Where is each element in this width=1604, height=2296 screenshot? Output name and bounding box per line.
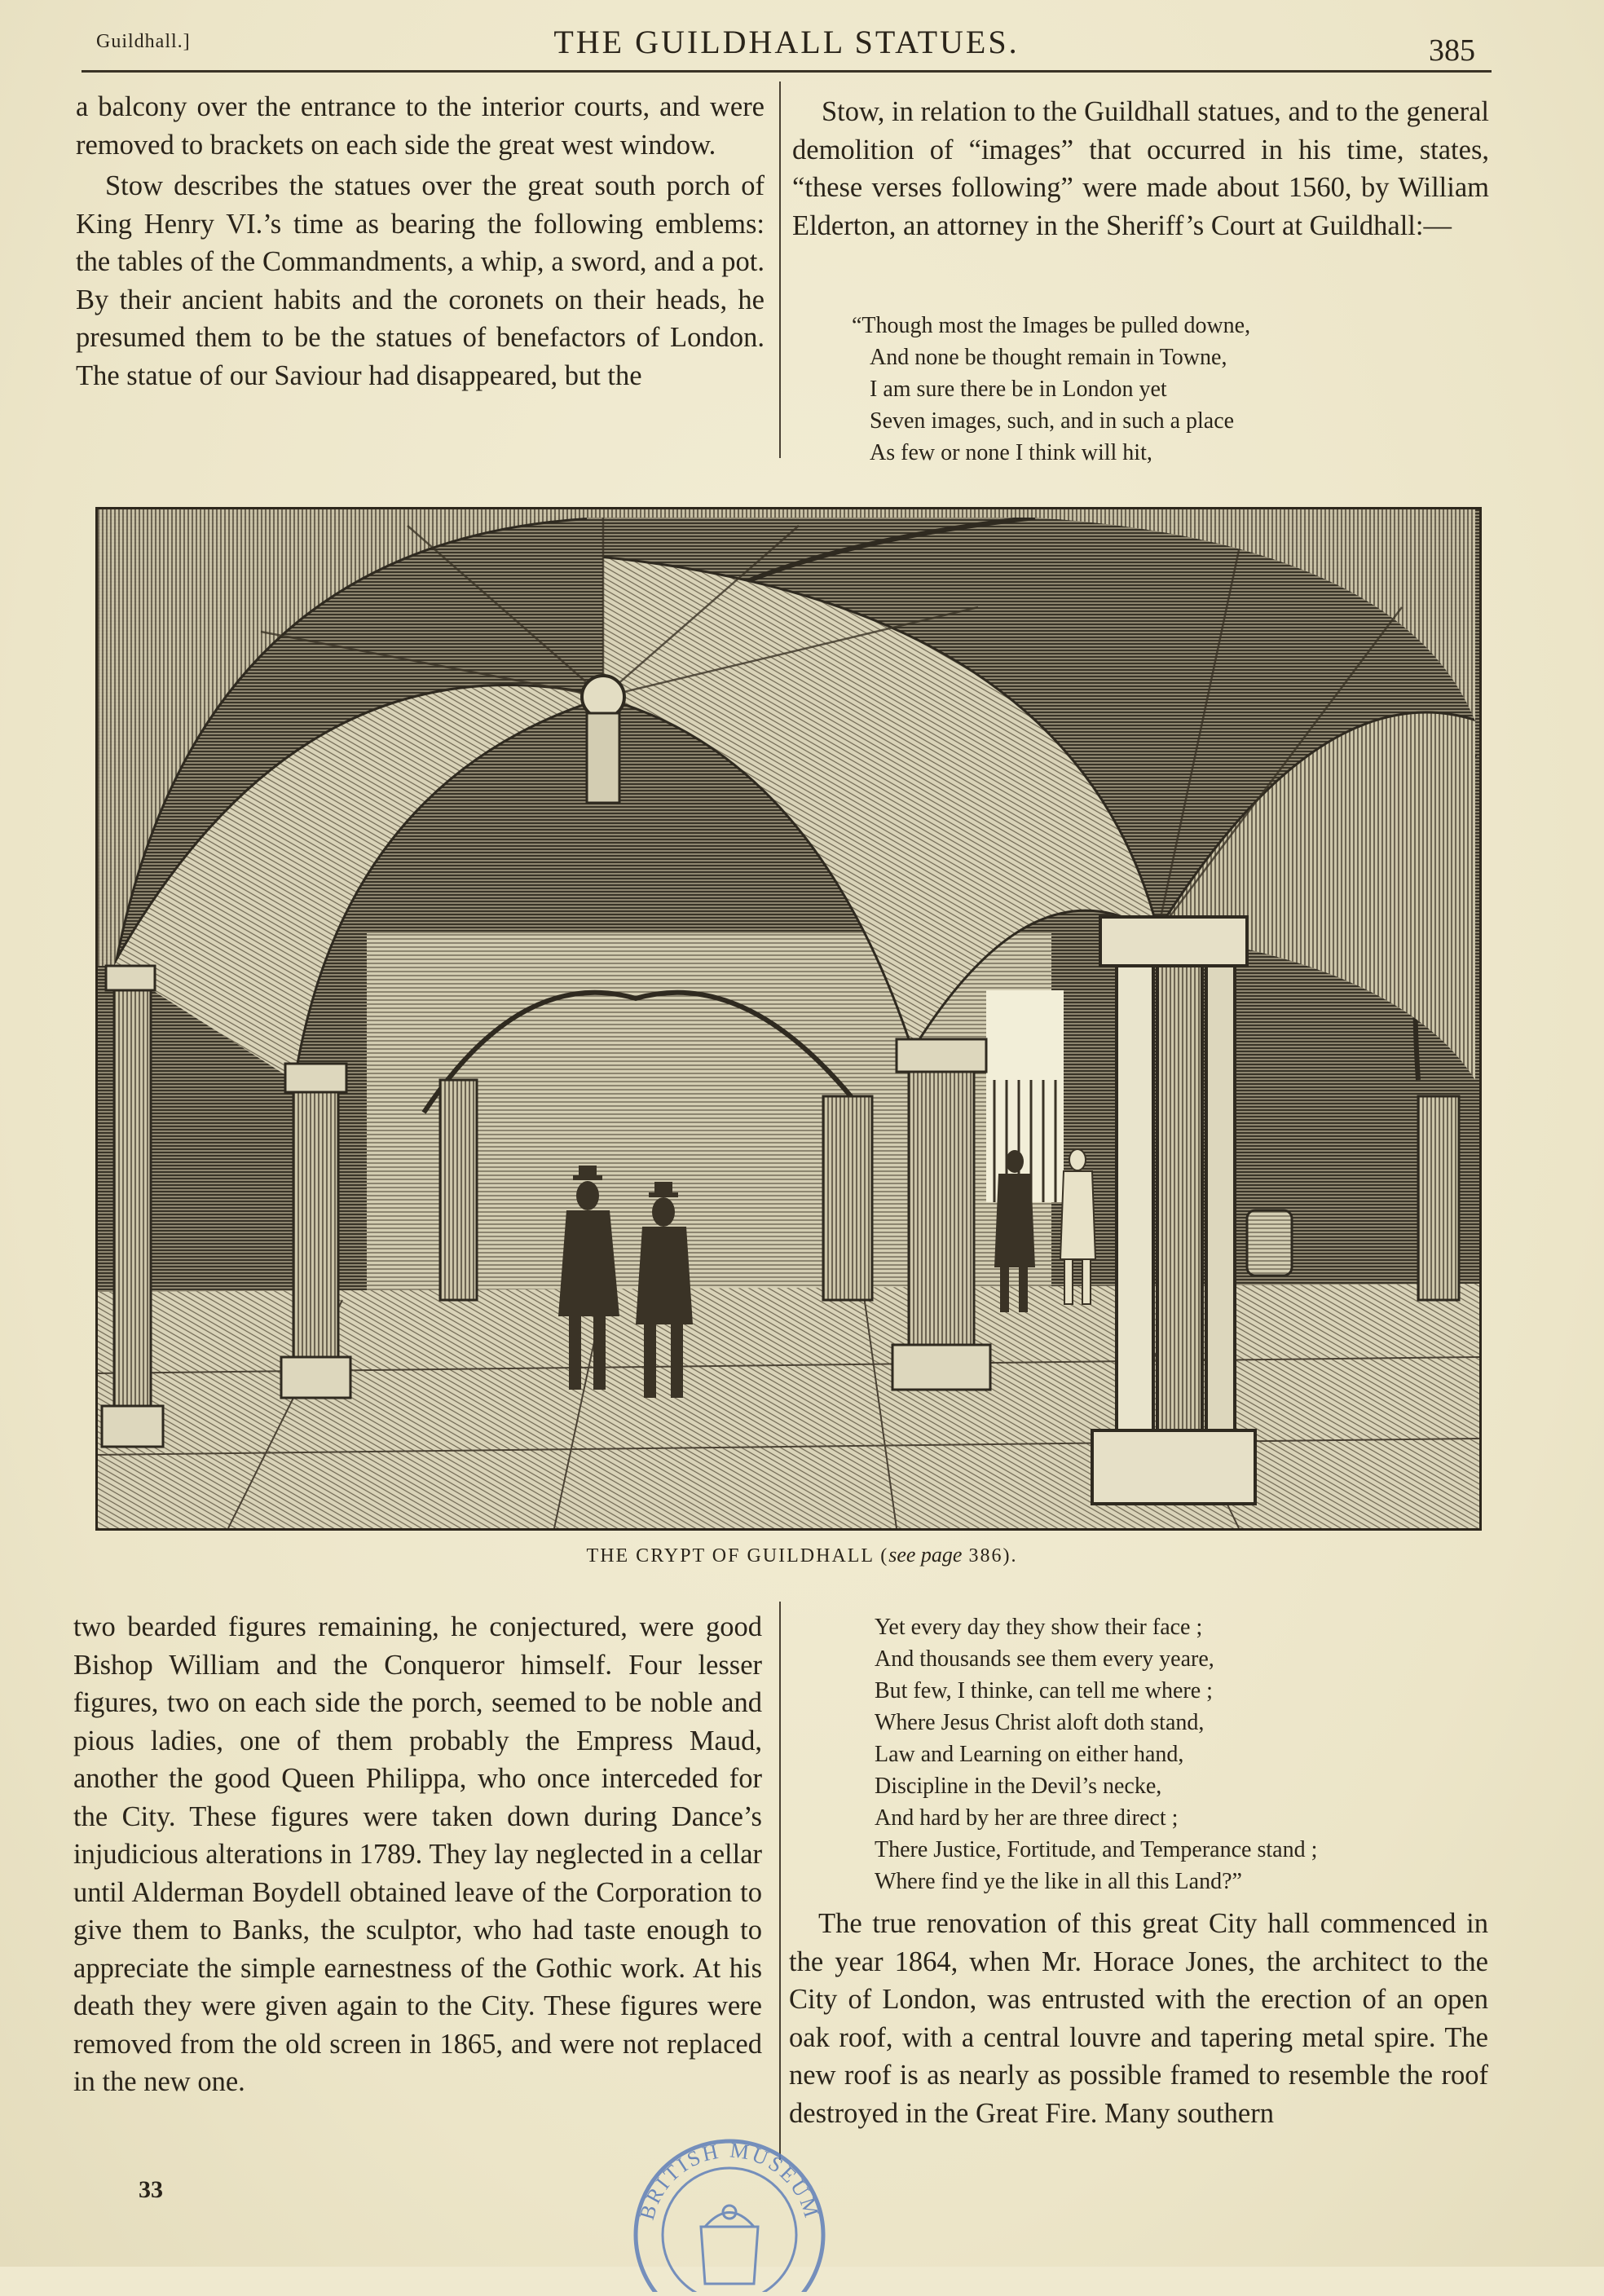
verse-block-top	[852, 310, 1487, 469]
svg-text:BRITISH MUSEUM: BRITISH MUSEUM	[634, 2138, 825, 2223]
figure-caption	[0, 1543, 1604, 1567]
verse-block-bottom	[875, 1611, 1494, 1897]
caption-end: 386).	[962, 1545, 1018, 1567]
museum-stamp-icon	[607, 2129, 852, 2292]
column-divider-top	[779, 82, 781, 458]
verse-line: “Though most the Images be pulled downe,	[852, 313, 1251, 338]
signature-mark: 33	[139, 2176, 163, 2203]
verse-line: And thousands see them every yeare,	[875, 1646, 1214, 1672]
page-number: 385	[1429, 33, 1475, 68]
verse-line: Discipline in the Devil’s necke,	[875, 1774, 1162, 1799]
verse-line: And none be thought remain in Towne,	[870, 345, 1227, 370]
bottom-left-column	[73, 1608, 762, 2101]
header-rule	[82, 70, 1492, 73]
running-head	[90, 23, 1483, 72]
crypt-engraving	[95, 507, 1482, 1531]
library-stamp	[607, 2129, 852, 2292]
verse-line: As few or none I think will hit,	[870, 440, 1152, 465]
paragraph: The true renovation of this great City hall commenced in the year 1864, when Mr. Horace Jones, the architect to the City of London, was entrusted with the erection of an open oak roof, with a central louvre and tapering metal spire. The new roof is as nearly as possible framed to resemble the roof destroyed in the Great Fire. Many southern	[789, 1908, 1488, 2129]
caption-italic: see page	[888, 1543, 963, 1567]
top-right-column	[792, 93, 1489, 245]
top-left-column	[76, 88, 765, 394]
crypt-illustration	[98, 509, 1479, 1528]
verse-line: Where Jesus Christ aloft doth stand,	[875, 1710, 1205, 1735]
caption-text: THE CRYPT OF GUILDHALL (	[586, 1545, 889, 1567]
verse-line: Law and Learning on either hand,	[875, 1742, 1184, 1767]
running-head-section: Guildhall.]	[96, 31, 191, 52]
verse-line: And hard by her are three direct ;	[875, 1805, 1179, 1831]
paragraph: a balcony over the entrance to the interior courts, and were removed to brackets on each side the great west window.	[76, 91, 765, 161]
verse-line: There Justice, Fortitude, and Temperance stand ;	[875, 1837, 1318, 1862]
bottom-right-column	[789, 1905, 1488, 2132]
paragraph: Stow, in relation to the Guildhall statues, and to the general demolition of “images” that occurred in his time, states, “these verses following” were made about 1560, by William Elderton, an attorney in the Sheriff’s Court at Guildhall:—	[792, 96, 1489, 241]
verse-line: Yet every day they show their face ;	[875, 1615, 1203, 1640]
verse-line: I am sure there be in London yet	[870, 377, 1167, 402]
column-divider-bottom	[779, 1602, 781, 2160]
paragraph: Stow describes the statues over the great south porch of King Henry VI.’s time as bearing the following emblems: the tables of the Commandments, a whip, a sword, and a pot. By their ancient habits and the coronets on their heads, he presumed them to be the statues of benefactors of London. The statue of our Saviour had disappeared, but the	[76, 170, 765, 391]
paragraph: two bearded figures remaining, he conjectured, were good Bishop William and the Conqueror himself. Four lesser figures, two on each side the porch, seemed to be noble and pious ladies, one of them probably the Empress Maud, another the good Queen Philippa, who once interceded for the City. These figures were taken down during Dance’s injudicious alterations in 1789. They lay neglected in a cellar until Alderman Boydell obtained leave of the Corporation to give them to Banks, the sculptor, who had taste enough to appreciate the simple earnestness of the Gothic work. At his death they were given again to the City. These figures were removed from the old screen in 1865, and were not replaced in the new one.	[73, 1611, 762, 2097]
verse-line: Seven images, such, and in such a place	[870, 408, 1235, 434]
verse-line: Where find ye the like in all this Land?”	[875, 1869, 1242, 1894]
running-head-title: THE GUILDHALL STATUES.	[553, 24, 1020, 60]
verse-line: But few, I thinke, can tell me where ;	[875, 1678, 1213, 1703]
